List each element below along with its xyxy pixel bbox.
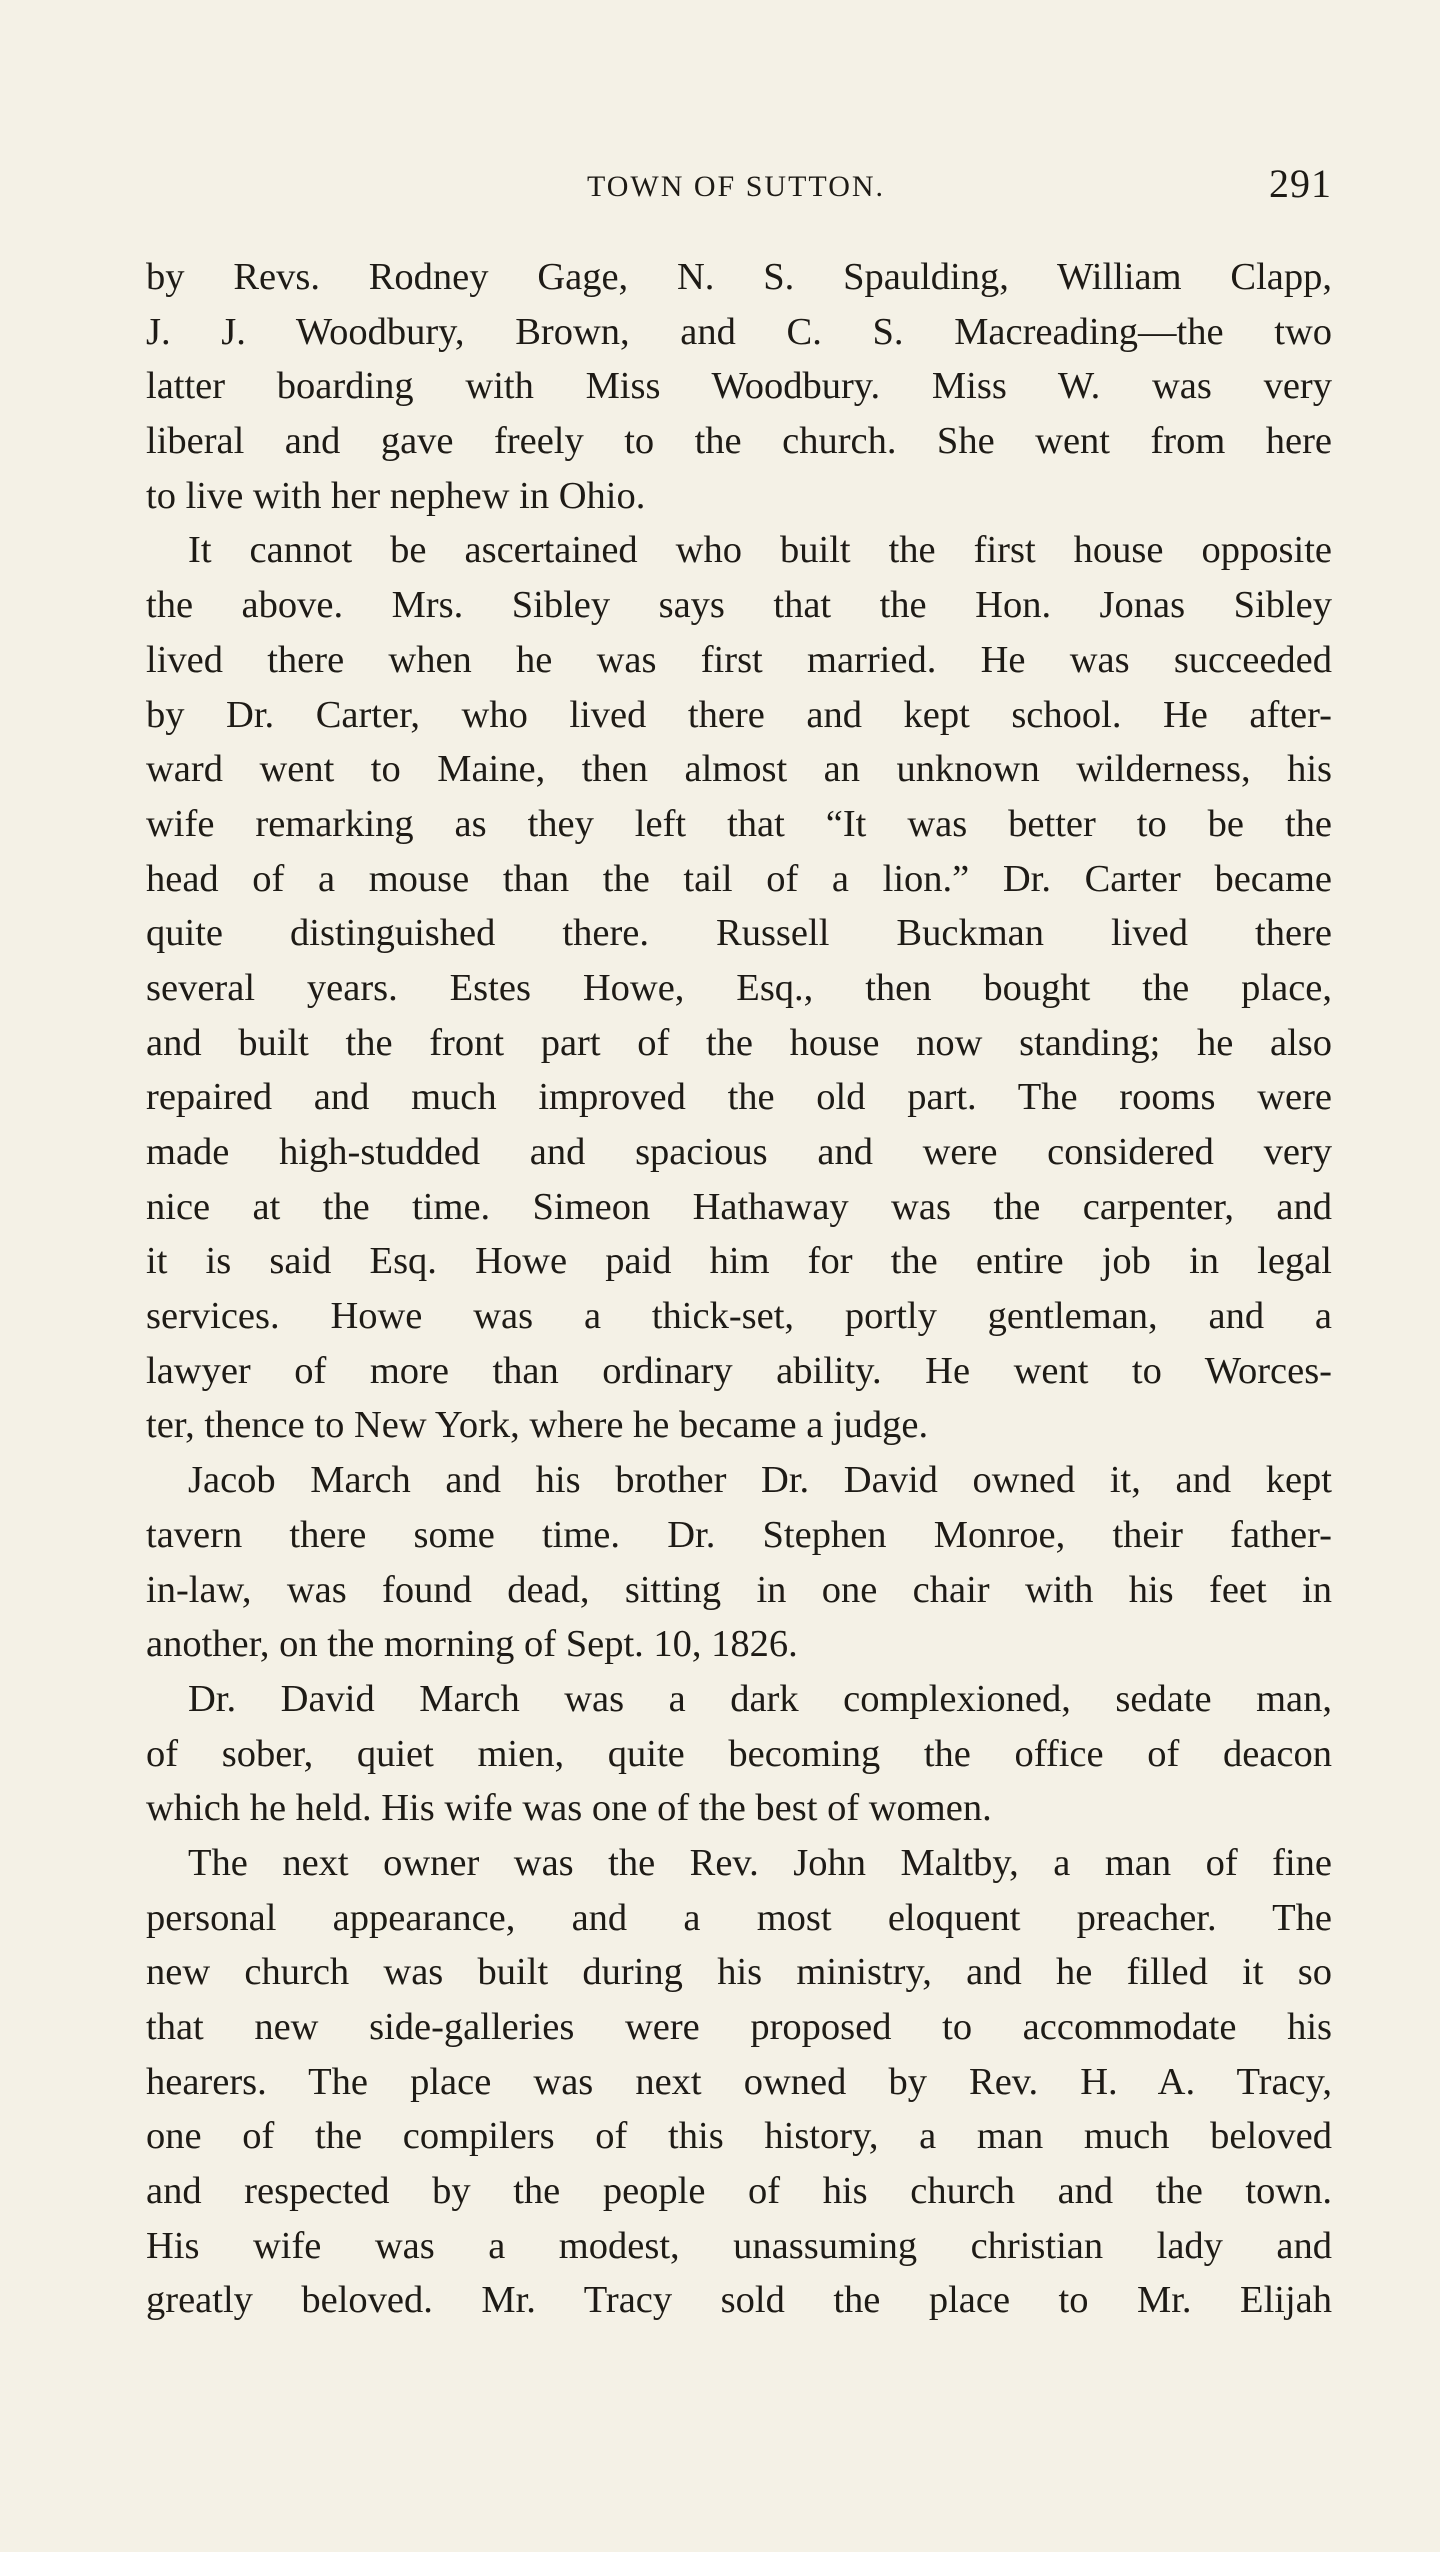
text-line: Jacob March and his brother Dr. David owned it, and kept [188,1459,1332,1502]
text-line: wife remarking as they left that “It was better to be the [146,802,1332,845]
text-line: new church was built during his ministry, and he filled it so [146,1951,1332,1994]
text-line: ter, thence to New York, where he became a judge. [146,1404,929,1447]
text-line: it is said Esq. Howe paid him for the entire job in legal [146,1240,1332,1283]
text-line: personal appearance, and a most eloquent preacher. The [146,1896,1332,1939]
text-line: in-law, was found dead, sitting in one chair with his feet in [146,1568,1332,1611]
text-line: lawyer of more than ordinary ability. He went to Worces- [146,1349,1332,1392]
text-line: which he held. His wife was one of the best of women. [146,1787,992,1830]
running-head [140,160,1332,220]
text-line: of sober, quiet mien, quite becoming the office of deacon [146,1732,1332,1775]
text-line: liberal and gave freely to the church. She went from here [146,420,1332,463]
text-line: the above. Mrs. Sibley says that the Hon. Jonas Sibley [146,584,1332,627]
text-line: J. J. Woodbury, Brown, and C. S. Macreading—the two [146,310,1332,353]
text-line: that new side-galleries were proposed to accommodate his [146,2006,1332,2048]
text-line: to live with her nephew in Ohio. [146,474,646,517]
text-line: and respected by the people of his church and the town. [146,2170,1332,2213]
text-line: by Revs. Rodney Gage, N. S. Spaulding, William Clapp, [146,256,1332,298]
text-line: head of a mouse than the tail of a lion.” Dr. Carter became [146,857,1332,900]
text-line: His wife was a modest, unassuming christian lady and [146,2224,1332,2267]
text-line: services. Howe was a thick-set, portly gentleman, and a [146,1295,1332,1338]
running-title: TOWN OF SUTTON. [586,170,886,203]
text-line: made high-studded and spacious and were considered very [146,1131,1332,1173]
text-line: and built the front part of the house now standing; he also [146,1021,1332,1064]
text-line: latter boarding with Miss Woodbury. Miss W. was very [146,365,1332,408]
text-line: nice at the time. Simeon Hathaway was the carpenter, and [146,1185,1332,1228]
text-line: ward went to Maine, then almost an unknown wilderness, his [146,748,1332,791]
text-line: greatly beloved. Mr. Tracy sold the place to Mr. Elijah [146,2279,1332,2322]
page-number: 291 [1269,161,1332,206]
text-line: Dr. David March was a dark complexioned, sedate man, [188,1677,1332,1720]
text-line: It cannot be ascertained who built the first house opposite [188,529,1332,572]
body-text [146,250,1332,2328]
text-line: by Dr. Carter, who lived there and kept school. He after- [146,693,1332,736]
text-line: repaired and much improved the old part. The rooms were [146,1076,1332,1119]
text-line: one of the compilers of this history, a man much beloved [146,2115,1332,2158]
text-line: lived there when he was first married. He was succeeded [146,638,1332,681]
text-line: The next owner was the Rev. John Maltby, a man of fine [188,1841,1332,1884]
text-line: another, on the morning of Sept. 10, 1826. [146,1623,798,1666]
text-line: quite distinguished there. Russell Buckman lived there [146,912,1332,955]
text-line: tavern there some time. Dr. Stephen Monroe, their father- [146,1513,1332,1556]
text-line: hearers. The place was next owned by Rev. H. A. Tracy, [146,2060,1332,2103]
text-line: several years. Estes Howe, Esq., then bought the place, [146,966,1332,1009]
